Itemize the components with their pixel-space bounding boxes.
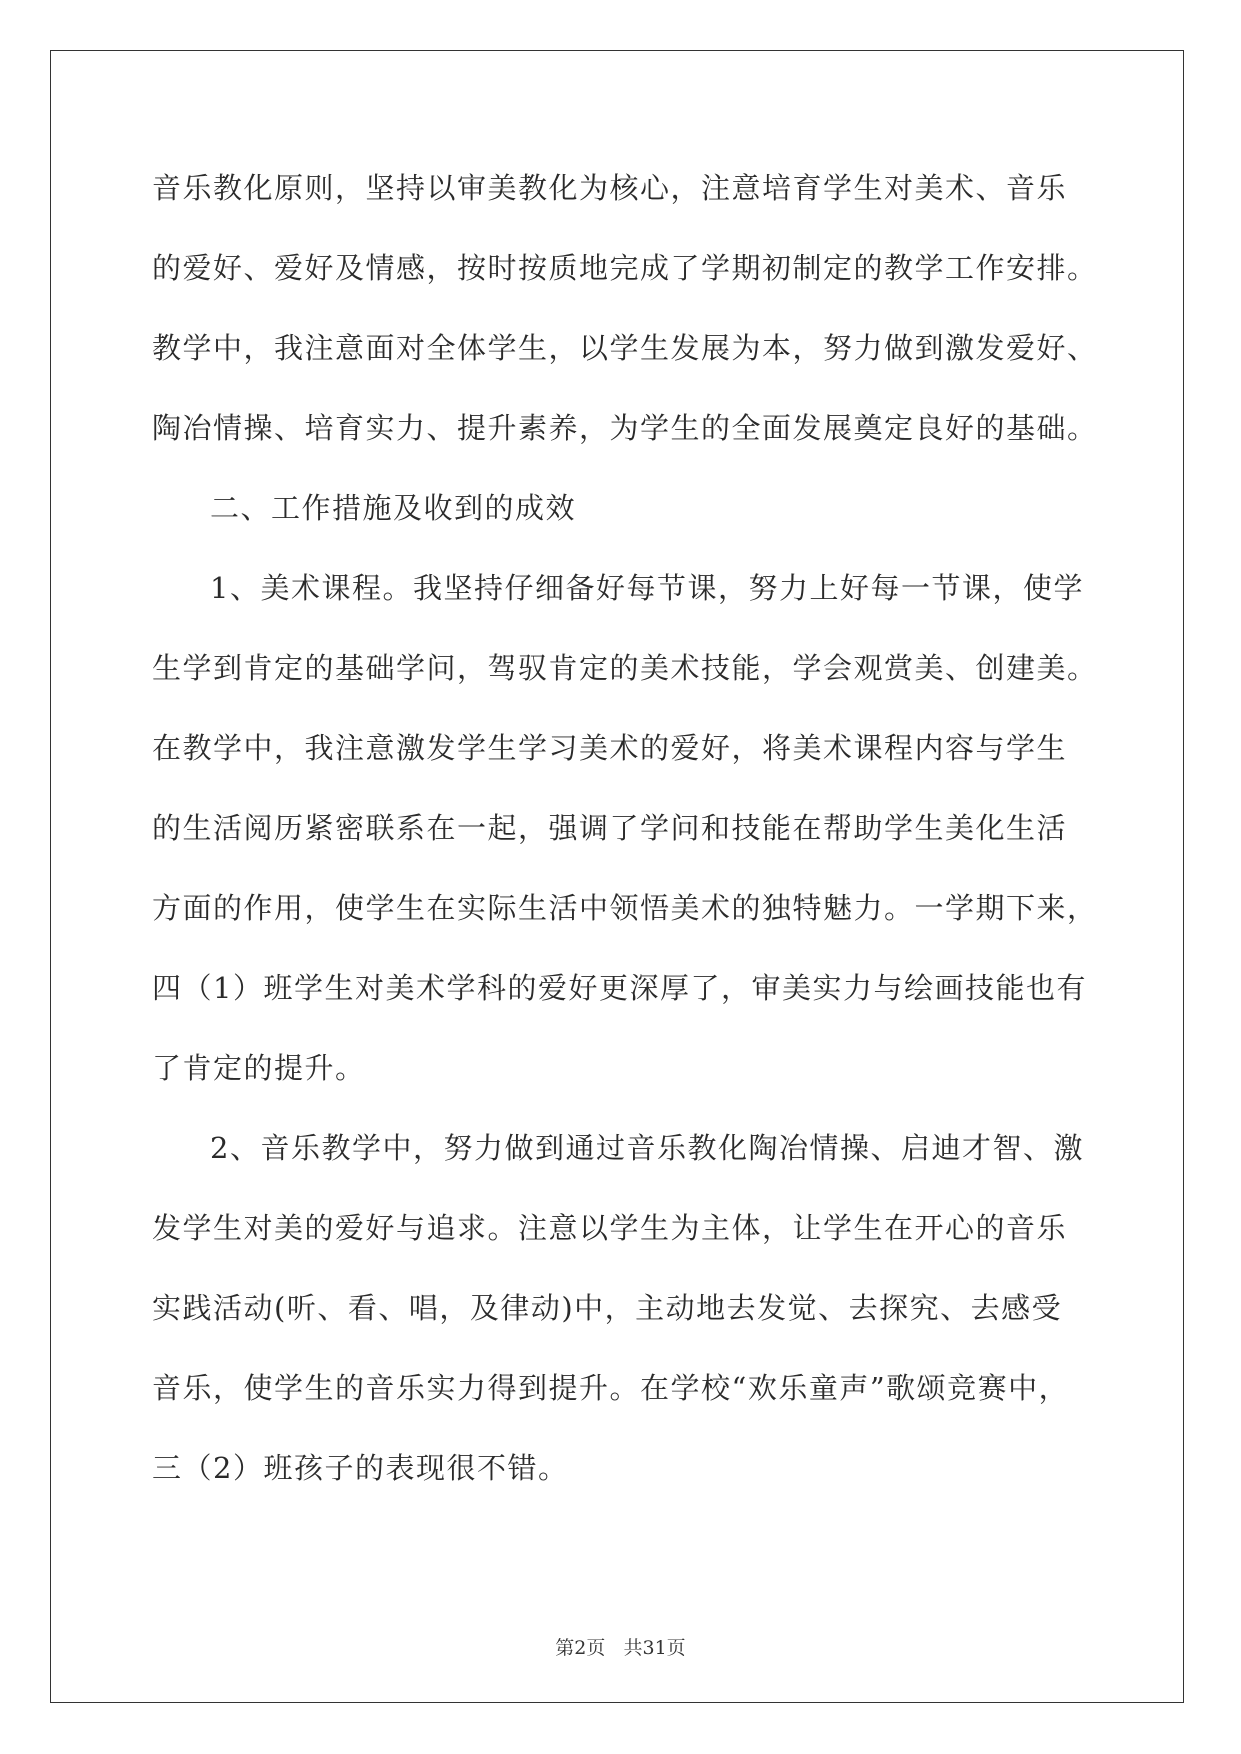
paragraph-line: 2、音乐教学中，努力做到通过音乐教化陶冶情操、启迪才智、激 xyxy=(210,1131,1084,1165)
section-heading: 二、工作措施及收到的成效 xyxy=(210,491,577,525)
paragraph-line: 音乐教化原则，坚持以审美教化为核心，注意培育学生对美术、音乐 xyxy=(152,171,1068,205)
paragraph-line: 的生活阅历紧密联系在一起，强调了学问和技能在帮助学生美化生活 xyxy=(152,811,1068,845)
paragraph-line: 实践活动(听、看、唱，及律动)中，主动地去发觉、去探究、去感受 xyxy=(152,1291,1063,1325)
paragraph-line: 的爱好、爱好及情感，按时按质地完成了学期初制定的教学工作安排。 xyxy=(152,251,1098,285)
paragraph-line: 生学到肯定的基础学问，驾驭肯定的美术技能，学会观赏美、创建美。 xyxy=(152,651,1098,685)
paragraph-line: 1、美术课程。我坚持仔细备好每节课，努力上好每一节课，使学 xyxy=(210,571,1084,605)
page-number-footer: 第2页 共31页 xyxy=(555,1637,686,1659)
paragraph-line: 教学中，我注意面对全体学生，以学生发展为本，努力做到激发爱好、 xyxy=(152,331,1098,365)
paragraph-line: 发学生对美的爱好与追求。注意以学生为主体，让学生在开心的音乐 xyxy=(152,1211,1068,1245)
paragraph-line: 四（1）班学生对美术学科的爱好更深厚了，审美实力与绘画技能也有 xyxy=(152,971,1087,1005)
paragraph-line: 陶冶情操、培育实力、提升素养，为学生的全面发展奠定良好的基础。 xyxy=(152,411,1098,445)
paragraph-line: 在教学中，我注意激发学生学习美术的爱好，将美术课程内容与学生 xyxy=(152,731,1068,765)
paragraph-line: 方面的作用，使学生在实际生活中领悟美术的独特魅力。一学期下来， xyxy=(152,891,1098,925)
paragraph-line: 了肯定的提升。 xyxy=(152,1051,366,1085)
paragraph-line: 音乐，使学生的音乐实力得到提升。在学校“欢乐童声”歌颂竞赛中， xyxy=(152,1371,1070,1405)
paragraph-line: 三（2）班孩子的表现很不错。 xyxy=(152,1451,569,1485)
